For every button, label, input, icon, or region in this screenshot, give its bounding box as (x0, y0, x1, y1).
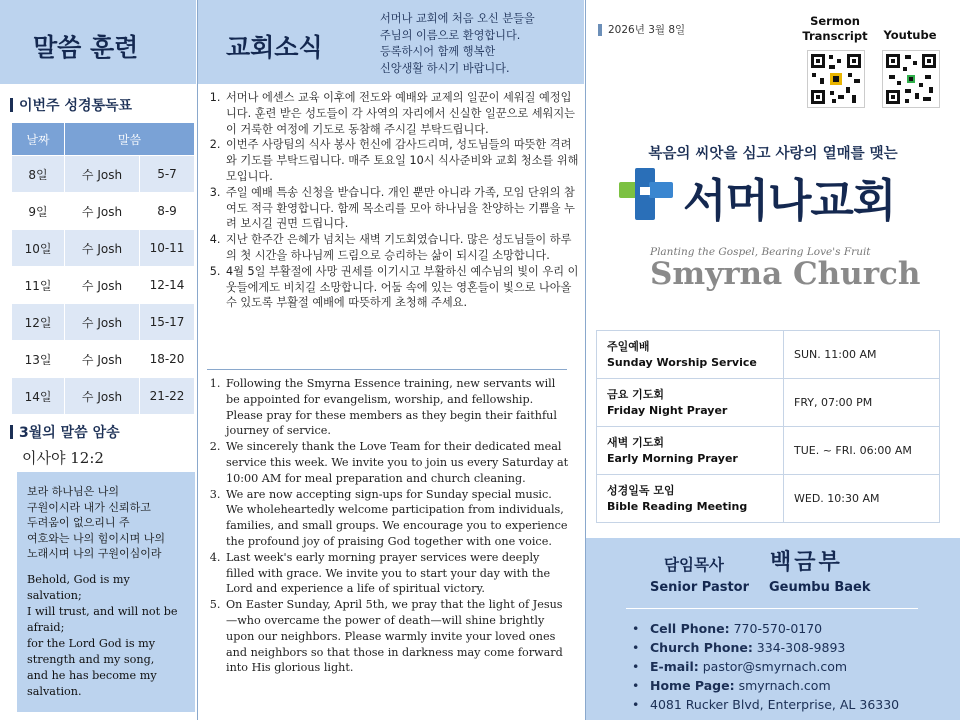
service-name-en: Bible Reading Meeting (607, 499, 748, 513)
service-table (596, 330, 940, 523)
memory-heading (10, 422, 120, 442)
reading-cell-chap: 18-20 (140, 341, 195, 378)
reading-cell-chap: 10-11 (140, 230, 195, 267)
service-row (597, 379, 940, 427)
reading-cell-book: 수 Josh (65, 156, 140, 193)
news-item: 4. 지난 한주간 은혜가 넘치는 새벽 기도회였습니다. 많은 성도님들이 하루의 첫 시간을 하나님께 드림으로 승리하는 삶이 되시길 소망합니다. (224, 232, 580, 264)
service-row (597, 331, 940, 379)
service-name-ko: 주일예배 (607, 339, 650, 353)
pastor-name-ko: 백금부 (770, 550, 843, 575)
contact-label: E-mail: (650, 659, 699, 674)
pastor-title-en: Senior Pastor (650, 580, 750, 595)
verse-line: 구원이시라 내가 신뢰하고 (27, 500, 151, 514)
service-time: TUE. ~ FRI. 06:00 AM (784, 427, 940, 475)
reading-cell-book: 수 Josh (65, 341, 140, 378)
verse-line: 여호와는 나의 힘이시며 나의 (27, 531, 166, 545)
memory-ref: 이사야 12:2 (22, 449, 104, 467)
reading-cell-chap: 12-14 (140, 267, 195, 304)
reading-cell-chap: 21-22 (140, 378, 195, 415)
contact-value[interactable]: smyrnach.com (734, 678, 831, 693)
reading-table (11, 122, 195, 415)
qr-youtube-label: Youtube (883, 28, 937, 42)
service-name (597, 331, 784, 379)
welcome-line: 주님의 이름으로 환영합니다. (380, 28, 521, 42)
service-name-en: Friday Night Prayer (607, 403, 728, 417)
qr-pattern (808, 51, 864, 107)
news-item: 5. On Easter Sunday, April 5th, we pray that the light of Jesus—who overcame the power of death—will shine brightly upon our neighbors. Please warmly invite your loved ones and neighbors so that those in darkness may come forward into His glorious light. (224, 597, 570, 676)
news-item: 1. Following the Smyrna Essence training, new servants will be appointed for evangelism, worship, and fellowship. Please pray for these members as they begin their faithful journey of service. (224, 376, 570, 439)
contact-item (632, 657, 899, 676)
verse-line: 노래시며 나의 구원이심이라 (27, 547, 162, 560)
verse-line: salvation; (27, 588, 82, 602)
verse-line: Behold, God is my (27, 572, 130, 586)
heading-bar (10, 425, 13, 439)
verse-line: for the Lord God is my (27, 636, 156, 650)
reading-row (12, 156, 195, 193)
reading-cell-book: 수 Josh (65, 378, 140, 415)
date-text: 2026년 3월 8일 (608, 24, 686, 36)
contact-item (632, 619, 899, 638)
news-separator (207, 369, 567, 370)
reading-cell-date: 14일 (12, 378, 65, 415)
service-row (597, 475, 940, 523)
reading-row (12, 304, 195, 341)
memory-heading-text: 3월의 말씀 암송 (19, 425, 120, 441)
news-item: 1. 서머나 에센스 교육 이후에 전도와 예배와 교제의 일꾼이 세워질 예정입니다. 훈련 받은 성도들이 각 사역의 자리에서 신실한 일꾼으로 세워지는 이 거룩한 여정에 기도로 동참해 주시길 부탁드립니다. (224, 90, 580, 137)
left-title: 말씀 훈련 (33, 33, 139, 62)
memory-verse-box (17, 472, 195, 712)
reading-cell-date: 8일 (12, 156, 65, 193)
news-item: 5. 4월 5일 부활절에 사망 권세를 이기시고 부활하신 예수님의 빛이 우리 이웃들에게도 비치길 소망합니다. 어둠 속에 있는 영혼들이 빛으로 나아올 수 있도록 부활절 예배에 따뜻하게 초청해 주세요. (224, 264, 580, 311)
service-time: WED. 10:30 AM (784, 475, 940, 523)
news-item: 3. We are now accepting sign-ups for Sunday special music. We wholeheartedly welcome participation from individuals, families, and small groups. We encourage you to experience the profound joy of praising God together with one voice. (224, 487, 570, 550)
reading-cell-book: 수 Josh (65, 230, 140, 267)
news-item: 2. 이번주 사랑팀의 식사 봉사 헌신에 감사드리며, 성도님들의 따뜻한 격려와 기도를 부탁드립니다. 매주 토요일 10시 식사준비와 교회 청소를 위해 모입니다. (224, 137, 580, 184)
pastor-title-ko: 담임목사 (664, 556, 724, 574)
column-divider (197, 0, 198, 720)
service-name-ko: 성경일독 모임 (607, 483, 675, 497)
service-table-body (597, 331, 940, 523)
news-korean (200, 90, 580, 311)
reading-cell-date: 11일 (12, 267, 65, 304)
service-time: SUN. 11:00 AM (784, 331, 940, 379)
service-name (597, 475, 784, 523)
news-english (200, 376, 570, 676)
contact-value: 4081 Rucker Blvd, Enterprise, AL 36330 (650, 697, 900, 712)
left-header (0, 0, 196, 84)
church-name-ko: 서머나교회 (683, 174, 896, 227)
reading-table-body (12, 156, 195, 415)
verse-line: 두려움이 없으리니 주 (27, 516, 130, 529)
welcome-line: 신앙생활 하시기 바랍니다. (380, 61, 510, 75)
reading-cell-date: 12일 (12, 304, 65, 341)
reading-cell-chap: 5-7 (140, 156, 195, 193)
contact-value: 770-570-0170 (729, 621, 823, 636)
news-title: 교회소식 (226, 33, 323, 62)
sermon-qr-code[interactable] (807, 50, 865, 108)
reading-cell-date: 10일 (12, 230, 65, 267)
contact-label: Church Phone: (650, 640, 753, 655)
reading-row (12, 267, 195, 304)
contact-value: 334-308-9893 (752, 640, 846, 655)
reading-cell-book: 수 Josh (65, 267, 140, 304)
pastor-divider (626, 608, 918, 609)
reading-row (12, 378, 195, 415)
contact-list (632, 619, 899, 714)
reading-heading (10, 95, 132, 115)
church-tagline-en: Planting the Gospel, Bearing Love's Fruit (650, 246, 871, 258)
reading-row (12, 230, 195, 267)
reading-row (12, 341, 195, 378)
news-item: 2. We sincerely thank the Love Team for their dedicated meal service this week. We invite you to join us every Saturday at 10:00 AM for meal preparation and church cleaning. (224, 439, 570, 486)
reading-cell-chap: 15-17 (140, 304, 195, 341)
reading-cell-book: 수 Josh (65, 193, 140, 230)
service-times (596, 330, 940, 523)
service-name-ko: 새벽 기도회 (607, 435, 664, 449)
verse-korean (27, 484, 185, 562)
verse-line: afraid; (27, 620, 65, 634)
reading-cell-chap: 8-9 (140, 193, 195, 230)
heading-bar (10, 98, 13, 112)
service-name (597, 379, 784, 427)
news-item: 3. 주일 예배 특송 신청을 받습니다. 개인 뿐만 아니라 가족, 모임 단위의 참여도 적극 환영합니다. 함께 목소리를 모아 하나님을 찬양하는 기쁨을 누려 보시길 권면 드립니다. (224, 185, 580, 232)
verse-english (27, 572, 185, 700)
verse-line: 보라 하나님은 나의 (27, 485, 120, 498)
church-name-en: Smyrna Church (650, 256, 921, 292)
youtube-qr-code[interactable] (882, 50, 940, 108)
pastor-panel (586, 538, 960, 720)
welcome-line: 등록하시어 함께 행복한 (380, 45, 496, 58)
news-item: 4. Last week's early morning prayer services were deeply filled with grace. We invite you to start your day with the Lord and experience a life of spiritual victory. (224, 550, 570, 597)
service-name-en: Early Morning Prayer (607, 451, 738, 465)
cross-logo-icon (619, 168, 673, 220)
contact-item (632, 676, 899, 695)
verse-line: strength and my song, (27, 652, 155, 666)
reading-row (12, 193, 195, 230)
service-time: FRY, 07:00 PM (784, 379, 940, 427)
reading-cell-date: 9일 (12, 193, 65, 230)
news-korean-list (200, 90, 580, 311)
church-logo (619, 168, 673, 220)
verse-line: salvation. (27, 684, 82, 698)
contact-label: Home Page: (650, 678, 735, 693)
verse-line: and he has become my (27, 668, 157, 682)
contact-label: Cell Phone: (650, 621, 730, 636)
verse-line: I will trust, and will not be (27, 604, 178, 618)
qr-pattern (883, 51, 939, 107)
welcome-message (380, 11, 535, 77)
pastor-name-en: Geumbu Baek (769, 580, 871, 595)
bulletin-date (598, 22, 685, 37)
service-row (597, 427, 940, 475)
service-name-ko: 금요 기도회 (607, 387, 664, 401)
reading-cell-book: 수 Josh (65, 304, 140, 341)
church-tagline: 복음의 씨앗을 심고 사랑의 열매를 맺는 (648, 145, 898, 162)
contact-item (632, 638, 899, 657)
contact-value[interactable]: pastor@smyrnach.com (698, 659, 848, 674)
service-name-en: Sunday Worship Service (607, 355, 757, 369)
reading-header-date: 날짜 (12, 123, 65, 156)
reading-heading-text: 이번주 성경통독표 (19, 98, 133, 114)
date-bar (598, 24, 602, 36)
news-header (198, 0, 584, 84)
reading-header-word: 말씀 (65, 123, 195, 156)
contact-item (632, 695, 899, 714)
service-name (597, 427, 784, 475)
news-english-list (200, 376, 570, 676)
welcome-line: 서머나 교회에 처음 오신 분들을 (380, 12, 535, 25)
reading-cell-date: 13일 (12, 341, 65, 378)
qr-sermon-label: Sermon Transcript (802, 14, 868, 43)
